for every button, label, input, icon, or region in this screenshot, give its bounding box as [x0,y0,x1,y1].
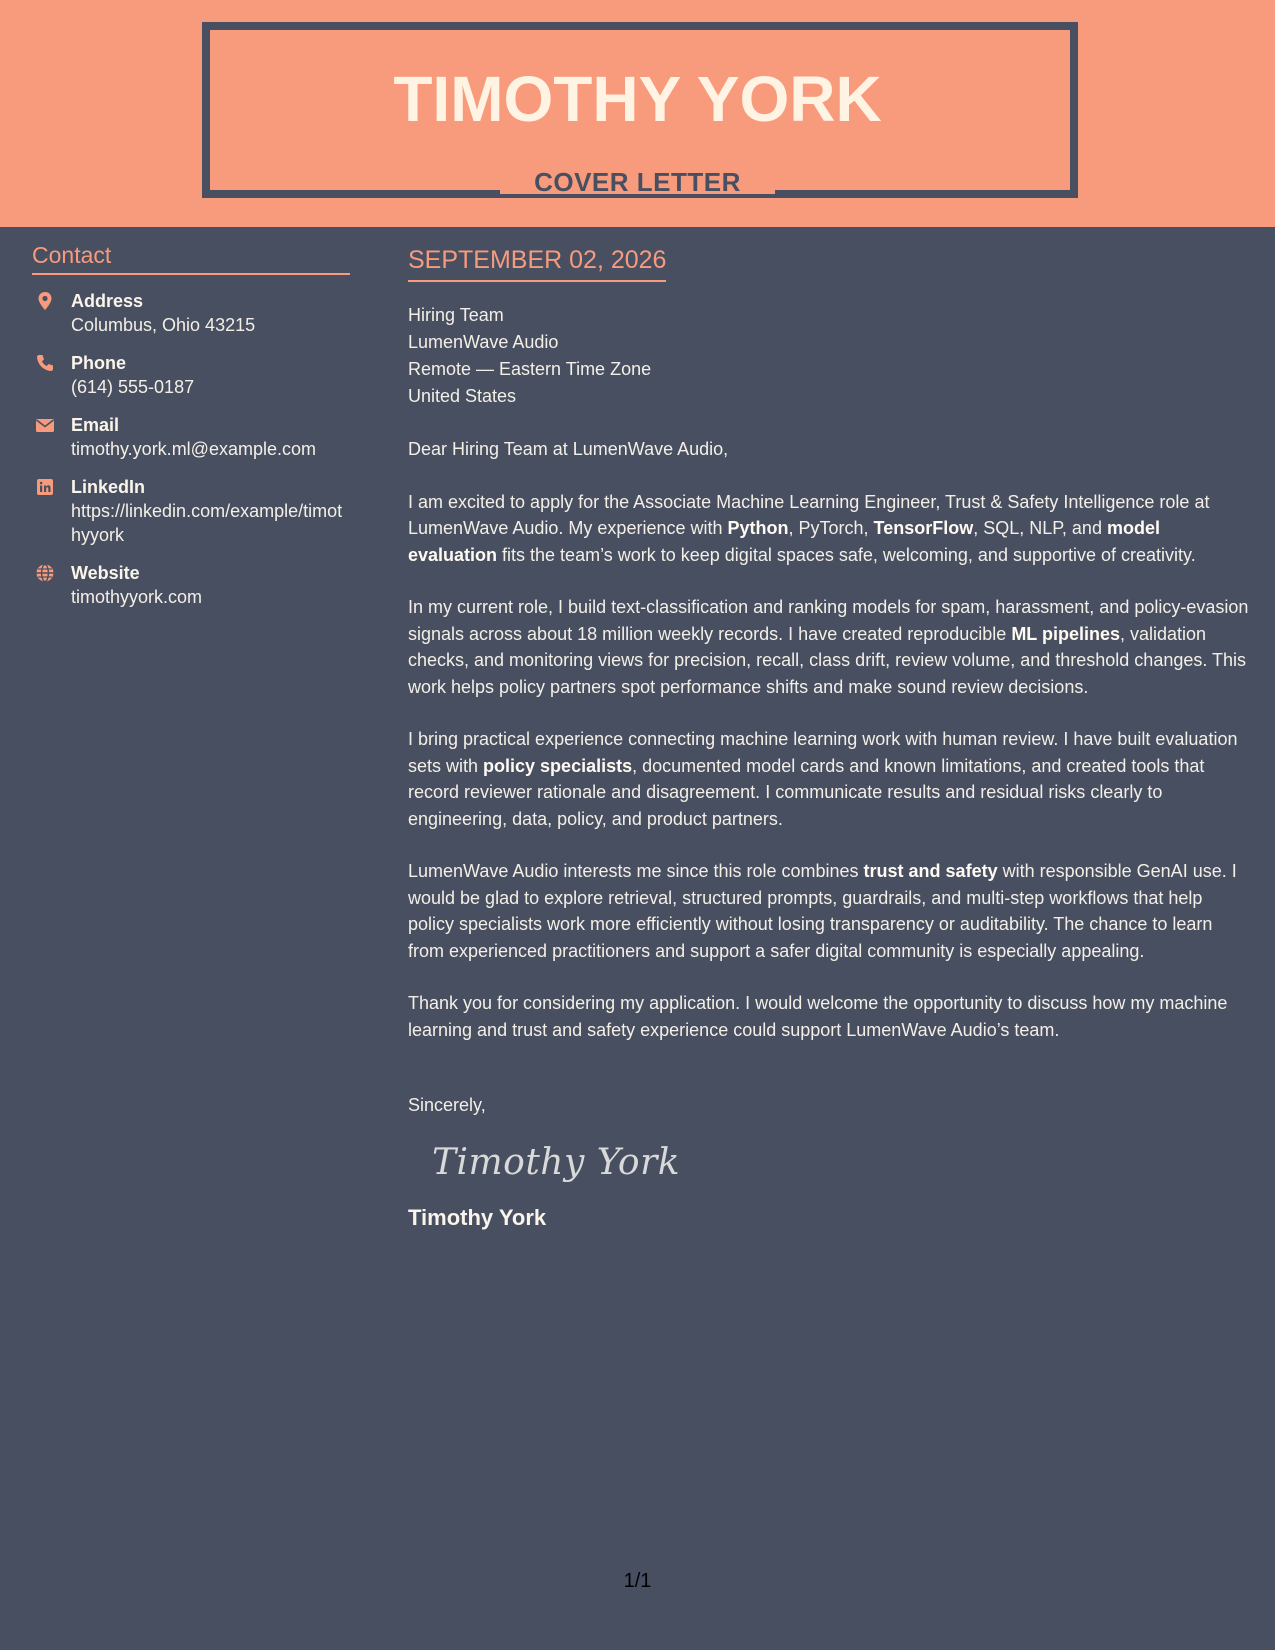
recipient-line: LumenWave Audio [408,332,559,352]
handwritten-signature: Timothy York [432,1142,681,1183]
contact-sidebar [32,242,352,609]
recipient-block [408,302,1253,410]
bold-run: Python [727,518,789,538]
header-banner [0,0,1275,227]
salutation: Dear Hiring Team at LumenWave Audio, [408,439,729,459]
website-label: Website [71,563,140,583]
text-run: , validation checks, and monitoring views for precision, recall, class drift, review volume, and threshold changes. This work helps policy partners spot performance shifts and make sound review decisions. [408,623,1247,697]
text-run: , PyTorch, [788,518,874,538]
email-icon [35,415,55,435]
contact-item-address [32,289,352,337]
paragraph-1 [408,489,1253,569]
text-run: I am excited to apply for the Associate Machine Learning Engineer, Trust & Safety Intelligence role at LumenWave Audio. My experience with [408,491,1210,538]
letter-date: SEPTEMBER 02, 2026 [408,246,666,282]
text-run: In my current role, I build text-classification and ranking models for spam, harassment, and policy-evasion signals across about 18 million weekly records. I have created reproducible [408,597,1249,644]
text-run: I bring practical experience connecting machine learning work with human review. I have built evaluation sets with [408,729,1238,776]
text-run: , documented model cards and known limitations, and created tools that record reviewer rationale and disagreement. I communicate results and residual risks clearly to engineering, data, policy, and product partners. [408,755,1205,829]
contact-heading: Contact [32,242,350,275]
paragraph-5: Thank you for considering my application. I would welcome the opportunity to discuss how my machine learning and trust and safety experience could support LumenWave Audio’s team. [408,993,1228,1040]
contact-item-phone [32,351,352,399]
linkedin-label: LinkedIn [71,477,146,497]
phone-icon [35,353,55,373]
text-run: with responsible GenAI use. I would be glad to explore retrieval, structured prompts, guardrails, and multi-step workflows that help policy specialists work more efficiently without losing transparency or auditability. The chance to learn from experienced practitioners and support a safer digital community is especially appealing. [408,861,1237,961]
paragraph-2 [408,594,1253,700]
applicant-name: TIMOTHY YORK [393,63,882,135]
text-run: LumenWave Audio interests me since this role combines [408,861,864,881]
linkedin-icon [35,477,55,497]
bold-run: trust and safety [863,861,998,881]
email-label: Email [71,415,120,435]
document-subtitle: COVER LETTER [534,167,741,197]
contact-item-email [32,413,352,461]
address-label: Address [71,291,144,311]
globe-icon [35,563,55,583]
bold-run: model evaluation [408,518,1160,565]
bold-run: policy specialists [483,755,633,776]
letter-body [408,246,1253,1231]
signer-name: Timothy York [408,1205,547,1230]
phone-label: Phone [71,353,127,373]
text-run: , SQL, NLP, and [973,518,1107,538]
paragraph-4 [408,858,1253,964]
contact-item-linkedin [32,475,352,547]
page-number: 1/1 [623,1570,652,1592]
recipient-line: Hiring Team [408,305,504,325]
contact-item-website [32,561,352,609]
email-value[interactable]: timothy.york.ml@example.com [71,439,316,459]
bold-run: ML pipelines [1011,623,1120,644]
address-value: Columbus, Ohio 43215 [71,315,256,335]
website-value[interactable]: timothyyork.com [71,587,203,607]
bold-run: TensorFlow [873,518,974,538]
location-pin-icon [35,291,55,311]
linkedin-value[interactable]: https://linkedin.com/example/timothyyork [71,501,343,545]
text-run: fits the team’s work to keep digital spaces safe, welcoming, and supportive of creativity. [497,544,1196,565]
paragraph-3 [408,726,1253,832]
recipient-line: United States [408,386,517,406]
phone-value: (614) 555-0187 [71,377,195,397]
recipient-line: Remote — Eastern Time Zone [408,359,652,379]
closing: Sincerely, [408,1095,486,1115]
